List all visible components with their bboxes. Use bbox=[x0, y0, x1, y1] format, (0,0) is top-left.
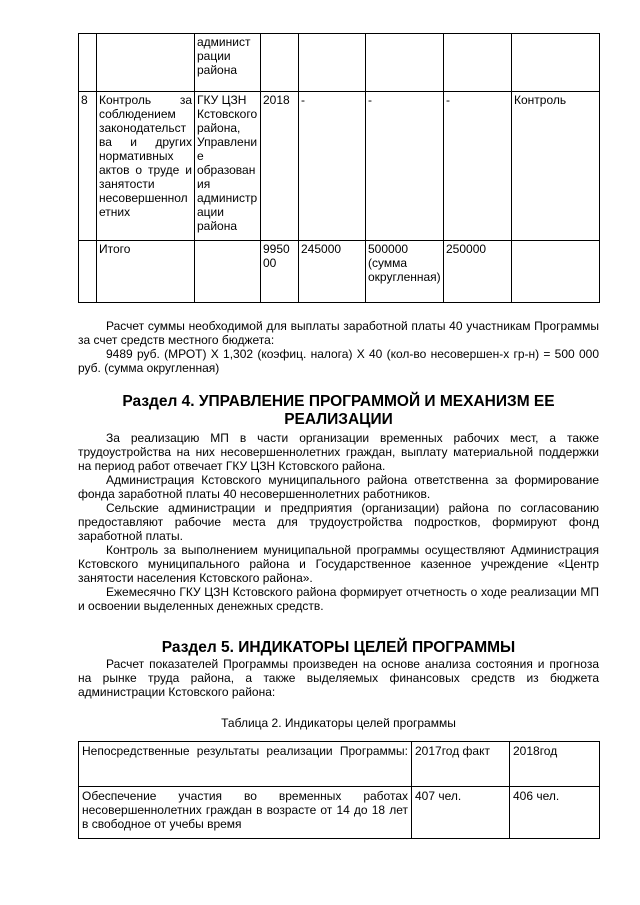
year-cell: 995000 bbox=[261, 241, 299, 303]
cost-cell bbox=[366, 34, 444, 92]
calc-paragraph bbox=[78, 319, 599, 375]
cost-cell bbox=[444, 34, 512, 92]
cost-cell bbox=[299, 34, 366, 92]
cost-cell: 250000 bbox=[444, 241, 512, 303]
calc-text-1: Расчет суммы необходимой для выплаты заработной платы 40 участникам Программы за счет средств местного бюджета: bbox=[78, 319, 599, 347]
cost-cell: 245000 bbox=[299, 241, 366, 303]
cost-cell: 500000 (сумма округленная) bbox=[366, 241, 444, 303]
paragraph: Администрация Кстовского муниципального района ответственна за формирование фонда заработной платы 40 несовершеннолетних работников. bbox=[78, 473, 599, 501]
header-2017: 2017год факт bbox=[412, 742, 510, 787]
paragraph: Контроль за выполнением муниципальной программы осуществляют Администрация Кстовского муниципального района и Государственное казенное учреждение «Центр занятости населения Кстовского района». bbox=[78, 543, 599, 585]
executor-cell bbox=[195, 241, 261, 303]
section-5-title: Раздел 5. ИНДИКАТОРЫ ЦЕЛЕЙ ПРОГРАММЫ bbox=[161, 639, 516, 656]
value-2017-cell: 407 чел. bbox=[412, 787, 510, 839]
calc-text-2: 9489 руб. (МРОТ) Х 1,302 (коэфиц. налога) Х 40 (кол-во несовершен-х гр-н) = 500 000 руб. (сумма округленная) bbox=[78, 347, 599, 375]
paragraph: Ежемесячно ГКУ ЦЗН Кстовского района формирует отчетность о ходе реализации МП и освоении выделенных денежных средств. bbox=[78, 585, 599, 613]
action-cell: Контроль за соблюдением законодательства и других нормативных актов о труде и занятости несовершеннолетних bbox=[97, 92, 195, 241]
indicators-table bbox=[78, 741, 600, 839]
action-cell: Итого bbox=[97, 241, 195, 303]
header-2018: 2018год bbox=[510, 742, 600, 787]
paragraph: Расчет показателей Программы произведен на основе анализа состояния и прогноза на рынке труда района, а также выделяемых финансовых средств из бюджета администрации Кстовского района: bbox=[78, 657, 599, 699]
executor-cell: ГКУ ЦЗН Кстовского района, Управление образования администрации района bbox=[195, 92, 261, 241]
result-cell bbox=[512, 241, 600, 303]
table-row bbox=[79, 787, 600, 839]
row-number-cell: 8 bbox=[79, 92, 97, 241]
cost-cell: - bbox=[444, 92, 512, 241]
row-number-cell bbox=[79, 34, 97, 92]
table-row bbox=[79, 34, 600, 92]
result-cell bbox=[512, 34, 600, 92]
table-row bbox=[79, 241, 600, 303]
year-cell bbox=[261, 34, 299, 92]
cost-cell: - bbox=[366, 92, 444, 241]
section-5-body bbox=[78, 657, 599, 699]
indicator-cell: Обеспечение участия во временных работах несовершеннолетних граждан в возрасте от 14 до 18 лет в свободное от учебы время bbox=[79, 787, 412, 839]
cost-cell: - bbox=[299, 92, 366, 241]
table-row bbox=[79, 92, 600, 241]
result-cell: Контроль bbox=[512, 92, 600, 241]
action-cell bbox=[97, 34, 195, 92]
executor-cell: админист рации района bbox=[195, 34, 261, 92]
section-4-title: Раздел 4. УПРАВЛЕНИЕ ПРОГРАММОЙ И МЕХАНИЗМ ЕЕ РЕАЛИЗАЦИИ bbox=[122, 393, 555, 428]
row-number-cell bbox=[79, 241, 97, 303]
section-4-body bbox=[78, 431, 599, 613]
table-header-row bbox=[79, 742, 600, 787]
year-cell: 2018 bbox=[261, 92, 299, 241]
header-results bbox=[79, 742, 412, 787]
header-results-text: Непосредственные результаты реализации Программы: bbox=[82, 744, 408, 758]
paragraph: Сельские администрации и предприятия (организации) района по согласованию предоставляют рабочие места для трудоустройства подростков, формируют фонд заработной платы. bbox=[78, 501, 599, 543]
table-caption: Таблица 2. Индикаторы целей программы bbox=[221, 716, 456, 730]
value-2018-cell: 406 чел. bbox=[510, 787, 600, 839]
budget-table bbox=[78, 33, 600, 303]
paragraph: За реализацию МП в части организации временных рабочих мест, а также трудоустройства на них несовершеннолетних граждан, выплату материальной поддержки на период работ отвечает ГКУ ЦЗН Кстовского района. bbox=[78, 431, 599, 473]
